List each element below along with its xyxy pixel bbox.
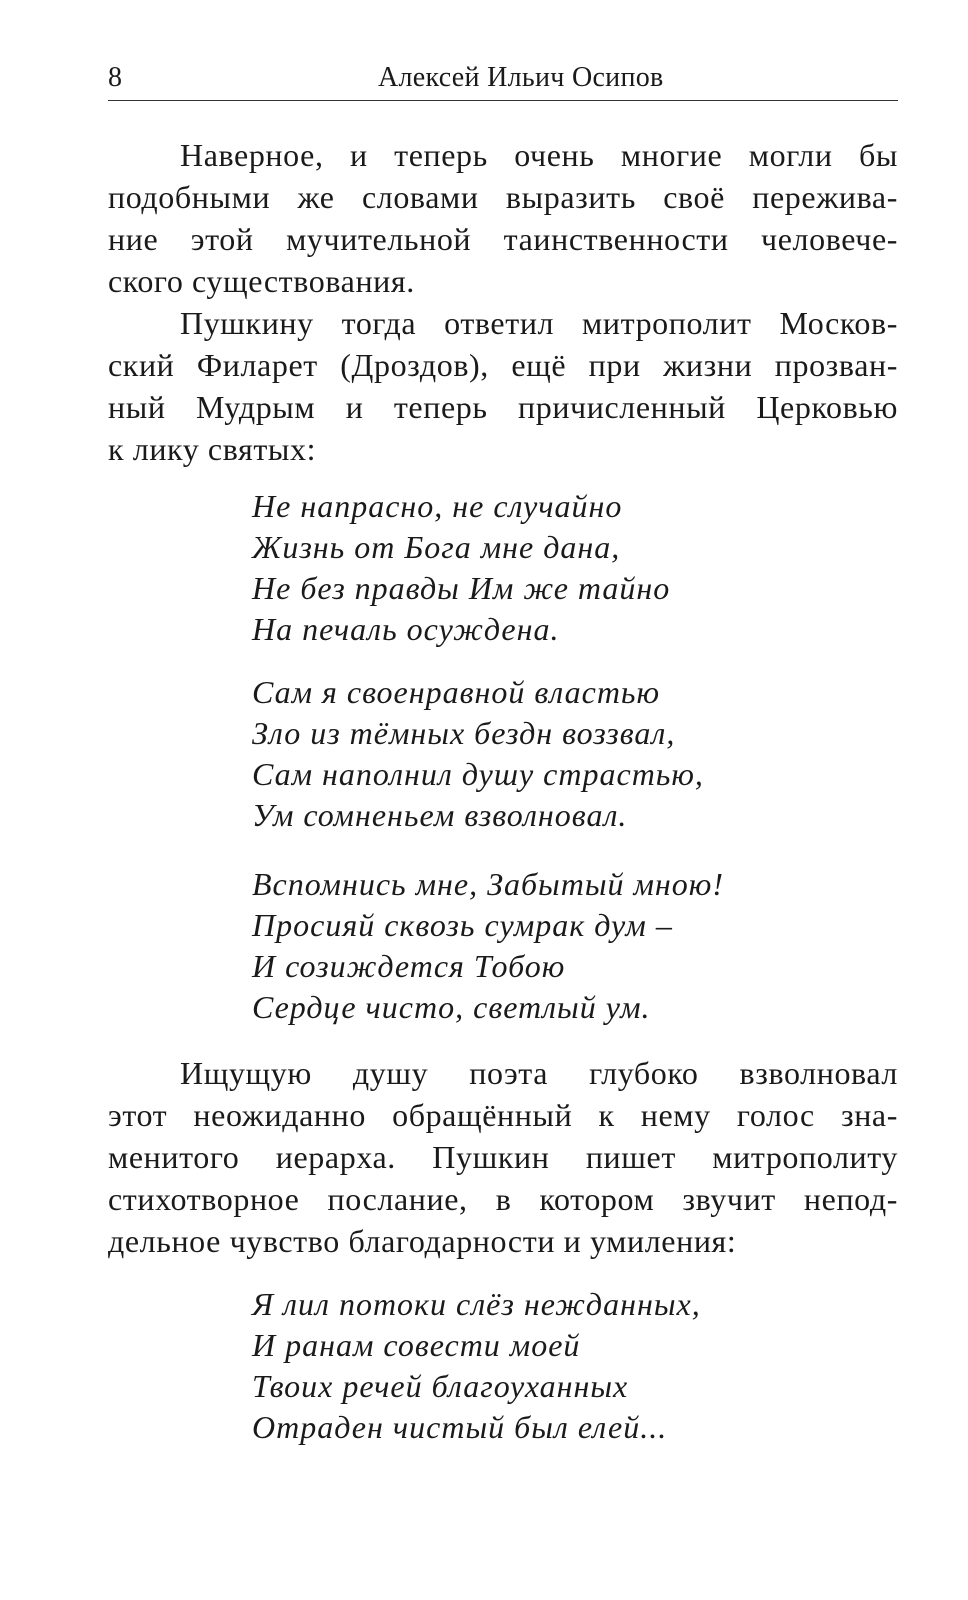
paragraph-line: Ищущую душу поэта глубоко взволновал <box>180 1055 898 1091</box>
paragraph-line: дельное чувство благодарности и умиления: <box>108 1223 737 1259</box>
paragraph-line: ского существования. <box>108 263 415 299</box>
paragraph-2 <box>108 302 898 470</box>
poem-line: Я лил потоки слёз нежданных, <box>252 1286 701 1322</box>
poem-stanza-1 <box>252 486 670 650</box>
poem-stanza-2 <box>252 672 704 836</box>
paragraph-line: ный Мудрым и теперь причисленный Церковью <box>108 389 898 425</box>
poem-stanza-4 <box>252 1284 701 1448</box>
poem-line: Жизнь от Бога мне дана, <box>252 529 621 565</box>
poem-line: Отраден чистый был елей... <box>252 1409 668 1445</box>
poem-line: И созиждется Тобою <box>252 948 566 984</box>
paragraph-line: ский Филарет (Дроздов), ещё при жизни прозван- <box>108 347 898 383</box>
paragraph-line: этот неожиданно обращённый к нему голос зна- <box>108 1097 898 1133</box>
paragraph-line: Пушкину тогда ответил митрополит Москов- <box>180 305 898 341</box>
running-head: Алексей Ильич Осипов <box>378 62 664 93</box>
paragraph-line: Наверное, и теперь очень многие могли бы <box>180 137 898 173</box>
poem-line: Сам наполнил душу страстью, <box>252 756 704 792</box>
poem-line: Просияй сквозь сумрак дум – <box>252 907 673 943</box>
paragraph-line: ние этой мучительной таинственности человече- <box>108 221 898 257</box>
paragraph-line: менитого иерарха. Пушкин пишет митрополиту <box>108 1139 898 1175</box>
poem-line: Не без правды Им же тайно <box>252 570 671 606</box>
poem-line: Твоих речей благоуханных <box>252 1368 629 1404</box>
poem-line: Сам я своенравной властью <box>252 674 661 710</box>
poem-line: Вспомнись мне, Забытый мною! <box>252 866 724 902</box>
poem-line: Ум сомненьем взволновал. <box>252 797 628 833</box>
poem-line: Не напрасно, не случайно <box>252 488 623 524</box>
poem-line: На печаль осуждена. <box>252 611 560 647</box>
paragraph-line: подобными же словами выразить своё пережива- <box>108 179 898 215</box>
page-number: 8 <box>108 62 122 93</box>
poem-line: Зло из тёмных бездн воззвал, <box>252 715 676 751</box>
poem-stanza-3 <box>252 864 724 1028</box>
paragraph-1 <box>108 134 898 302</box>
paragraph-line: к лику святых: <box>108 431 317 467</box>
poem-line: И ранам совести моей <box>252 1327 581 1363</box>
paragraph-line: стихотворное послание, в котором звучит непод- <box>108 1181 898 1217</box>
paragraph-3 <box>108 1052 898 1262</box>
page-header <box>108 58 898 101</box>
poem-line: Сердце чисто, светлый ум. <box>252 989 651 1025</box>
